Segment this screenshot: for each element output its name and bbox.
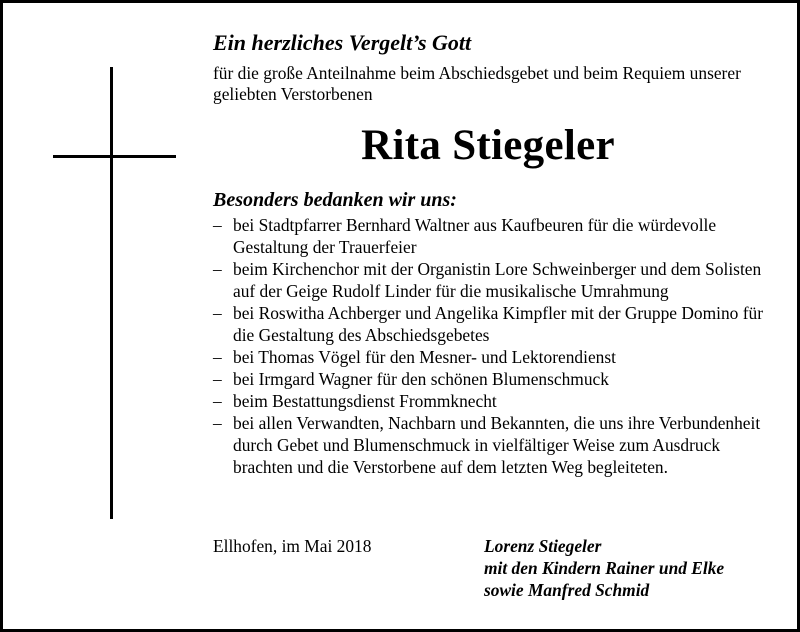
thanks-item-text: bei Roswitha Achberger und Angelika Kimpfler mit der Gruppe Domino für die Gestaltung des Abschiedsgebetes <box>233 303 763 345</box>
thanks-item-text: bei allen Verwandten, Nachbarn und Bekannten, die uns ihre Verbundenheit durch Gebet und Blumenschmuck in vielfältiger Weise zum Ausdruck brachten und die Verstorbene auf dem letzten Weg begleiteten. <box>233 413 761 477</box>
thanks-item <box>213 258 773 302</box>
intro-text: für die große Anteilnahme beim Abschiedsgebet und beim Requiem unserer geliebten Verstorbenen <box>213 63 741 104</box>
place-date: Ellhofen, im Mai 2018 <box>213 536 372 556</box>
thanks-item <box>213 302 773 346</box>
signer-line: mit den Kindern Rainer und Elke <box>484 558 725 578</box>
signer-line: Lorenz Stiegeler <box>484 536 602 556</box>
deceased-name: Rita Stiegeler <box>361 122 615 169</box>
cross-vertical-bar <box>110 67 113 519</box>
signer-line: sowie Manfred Schmid <box>484 580 650 600</box>
thanks-list <box>213 214 773 478</box>
list-dash: – <box>213 391 222 411</box>
list-dash: – <box>213 303 222 323</box>
cross-horizontal-bar <box>53 155 176 158</box>
notice-footer <box>213 535 773 605</box>
list-dash: – <box>213 369 222 389</box>
thanks-item <box>213 390 773 412</box>
list-dash: – <box>213 215 222 235</box>
thanks-item-text: bei Stadtpfarrer Bernhard Waltner aus Kaufbeuren für die würdevolle Gestaltung der Trauerfeier <box>233 215 717 257</box>
thanks-item-text: beim Kirchenchor mit der Organistin Lore Schweinberger und dem Solisten auf der Geige Rudolf Linder für die musikalische Umrahmung <box>233 259 762 301</box>
list-dash: – <box>213 347 222 367</box>
thanks-item <box>213 214 773 258</box>
thanks-item-text: bei Irmgard Wagner für den schönen Blumenschmuck <box>233 369 609 389</box>
list-dash: – <box>213 413 222 433</box>
thanks-item <box>213 368 773 390</box>
thanks-item <box>213 412 773 478</box>
thanks-item-text: beim Bestattungsdienst Frommknecht <box>233 391 497 411</box>
thanks-item-text: bei Thomas Vögel für den Mesner- und Lektorendienst <box>233 347 616 367</box>
headline: Ein herzliches Vergelt’s Gott <box>213 30 472 55</box>
signers-block <box>484 535 724 601</box>
list-dash: – <box>213 259 222 279</box>
notice-content <box>213 30 773 478</box>
thanks-item <box>213 346 773 368</box>
thanks-heading: Besonders bedanken wir uns: <box>213 189 457 211</box>
